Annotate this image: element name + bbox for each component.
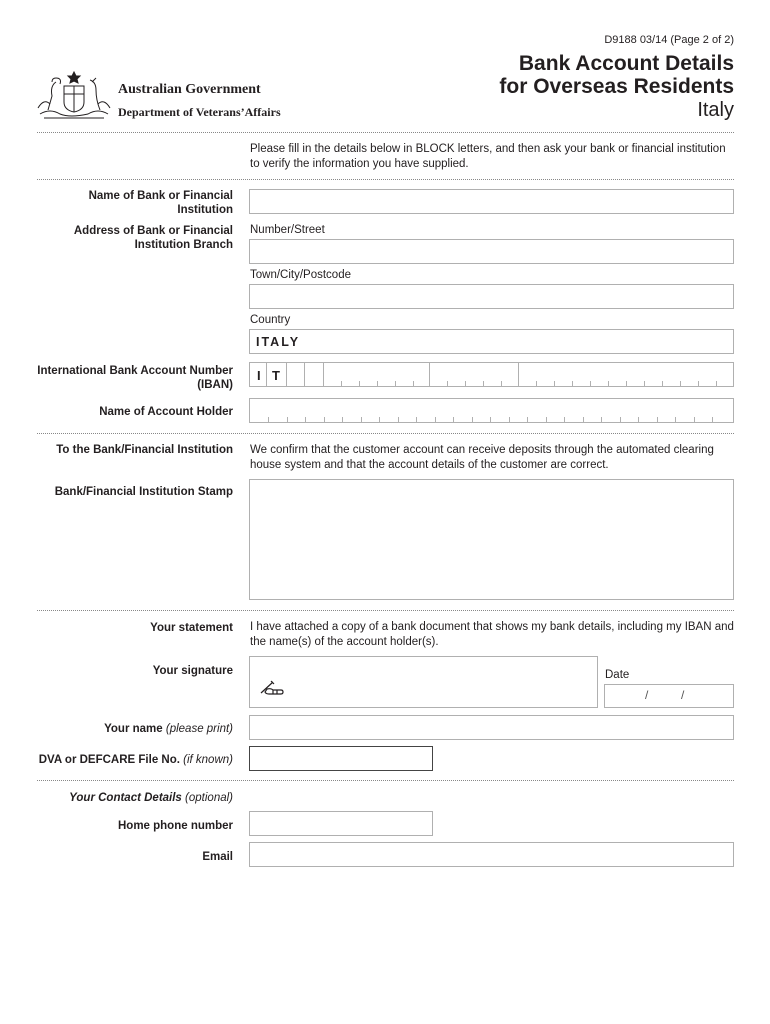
intro-text: Please fill in the details below in BLOCK letters, and then ask your bank or financial institution to verify the information you have supplied.: [250, 143, 726, 170]
iban-cell-tick: [501, 381, 502, 386]
iban-input[interactable]: [249, 362, 734, 387]
bank-name-input[interactable]: [249, 189, 734, 214]
holder-cell-tick: [398, 417, 399, 422]
iban-cell-tick: [554, 381, 555, 386]
holder-cell-tick: [361, 417, 362, 422]
iban-cell-tick: [465, 381, 466, 386]
holder-cell-tick: [620, 417, 621, 422]
to-institution-label: To the Bank/Financial Institution: [56, 444, 233, 456]
holder-cell-tick: [305, 417, 306, 422]
home-phone-label: Home phone number: [117, 820, 233, 832]
confirm-text: We confirm that the customer account can receive deposits through the automated clearing house system and that the account details of the customer are correct.: [250, 444, 714, 471]
divider: [37, 780, 734, 781]
contact-heading: Your Contact Details (optional): [69, 792, 233, 804]
divider: [37, 179, 734, 180]
iban-cell-tick: [395, 381, 396, 386]
holder-cell-tick: [472, 417, 473, 422]
holder-cell-tick: [268, 417, 269, 422]
stamp-label: Bank/Financial Institution Stamp: [54, 486, 233, 498]
date-separator: /: [645, 688, 649, 702]
your-name-label: Your name (please print): [104, 723, 233, 735]
iban-label: International Bank Account Number (IBAN): [37, 365, 233, 391]
form-title-line1: Bank Account Details: [518, 52, 734, 75]
iban-cell-divider: [429, 363, 430, 386]
home-phone-input[interactable]: [249, 811, 433, 836]
iban-cell-tick: [377, 381, 378, 386]
iban-cell-tick: [608, 381, 609, 386]
holder-cell-tick: [564, 417, 565, 422]
holder-cell-tick: [416, 417, 417, 422]
iban-cell-tick: [716, 381, 717, 386]
iban-cell-divider: [323, 363, 324, 386]
holder-cell-tick: [287, 417, 288, 422]
stamp-box[interactable]: [249, 479, 734, 600]
email-input[interactable]: [249, 842, 734, 867]
file-number-label: DVA or DEFCARE File No. (if known): [38, 754, 233, 766]
iban-cell-tick: [590, 381, 591, 386]
date-label: Date: [605, 669, 630, 681]
iban-cell-tick: [359, 381, 360, 386]
iban-cell-tick: [536, 381, 537, 386]
holder-cell-tick: [601, 417, 602, 422]
divider: [37, 610, 734, 611]
holder-cell-tick: [675, 417, 676, 422]
iban-prefix-i: I: [257, 368, 261, 383]
government-name: Australian Government: [118, 82, 261, 97]
coat-of-arms-logo: [34, 68, 114, 124]
bank-name-label: Name of Bank or Financial Institution: [88, 190, 233, 216]
country-input[interactable]: [249, 329, 734, 354]
iban-cell-divider: [266, 363, 267, 386]
holder-cell-tick: [657, 417, 658, 422]
form-title-line2: for Overseas Residents: [499, 75, 734, 98]
department-name: Department of Veterans’Affairs: [118, 105, 281, 119]
holder-cell-tick: [453, 417, 454, 422]
holder-cell-tick: [342, 417, 343, 422]
iban-prefix-t: T: [272, 368, 280, 383]
account-holder-label: Name of Account Holder: [99, 406, 233, 418]
statement-label: Your statement: [150, 622, 233, 634]
country-value: ITALY: [256, 335, 301, 349]
street-input[interactable]: [249, 239, 734, 264]
holder-cell-tick: [324, 417, 325, 422]
holder-cell-tick: [435, 417, 436, 422]
date-input[interactable]: [604, 684, 734, 708]
iban-cell-tick: [483, 381, 484, 386]
your-name-input[interactable]: [249, 715, 734, 740]
holder-cell-tick: [509, 417, 510, 422]
country-label: Country: [250, 314, 291, 326]
holder-cell-tick: [546, 417, 547, 422]
signature-box[interactable]: [249, 656, 598, 708]
form-code: D9188 03/14 (Page 2 of 2): [604, 34, 734, 46]
town-label: Town/City/Postcode: [250, 269, 351, 281]
email-label: Email: [202, 851, 233, 863]
date-separator: /: [681, 688, 685, 702]
file-number-input[interactable]: [249, 746, 433, 771]
bank-address-label: Address of Bank or Financial Institution Branch: [73, 225, 233, 251]
iban-cell-tick: [662, 381, 663, 386]
pen-hand-icon: [259, 679, 285, 697]
divider: [37, 433, 734, 434]
iban-cell-tick: [447, 381, 448, 386]
holder-cell-tick: [527, 417, 528, 422]
holder-cell-tick: [694, 417, 695, 422]
iban-cell-tick: [698, 381, 699, 386]
form-country-title: Italy: [697, 99, 734, 121]
account-holder-input[interactable]: [249, 398, 734, 423]
holder-cell-tick: [712, 417, 713, 422]
holder-cell-tick: [638, 417, 639, 422]
signature-label: Your signature: [152, 665, 233, 677]
iban-cell-tick: [644, 381, 645, 386]
holder-cell-tick: [490, 417, 491, 422]
iban-cell-tick: [413, 381, 414, 386]
town-input[interactable]: [249, 284, 734, 309]
iban-cell-tick: [680, 381, 681, 386]
iban-cell-tick: [626, 381, 627, 386]
holder-cell-tick: [379, 417, 380, 422]
statement-text: I have attached a copy of a bank document that shows my bank details, including my IBAN and the name(s) of the account holder(s).: [250, 621, 734, 648]
iban-cell-divider: [304, 363, 305, 386]
iban-cell-tick: [341, 381, 342, 386]
divider: [37, 132, 734, 133]
iban-cell-tick: [572, 381, 573, 386]
holder-cell-tick: [583, 417, 584, 422]
iban-cell-divider: [286, 363, 287, 386]
street-label: Number/Street: [250, 224, 325, 236]
iban-cell-divider: [518, 363, 519, 386]
